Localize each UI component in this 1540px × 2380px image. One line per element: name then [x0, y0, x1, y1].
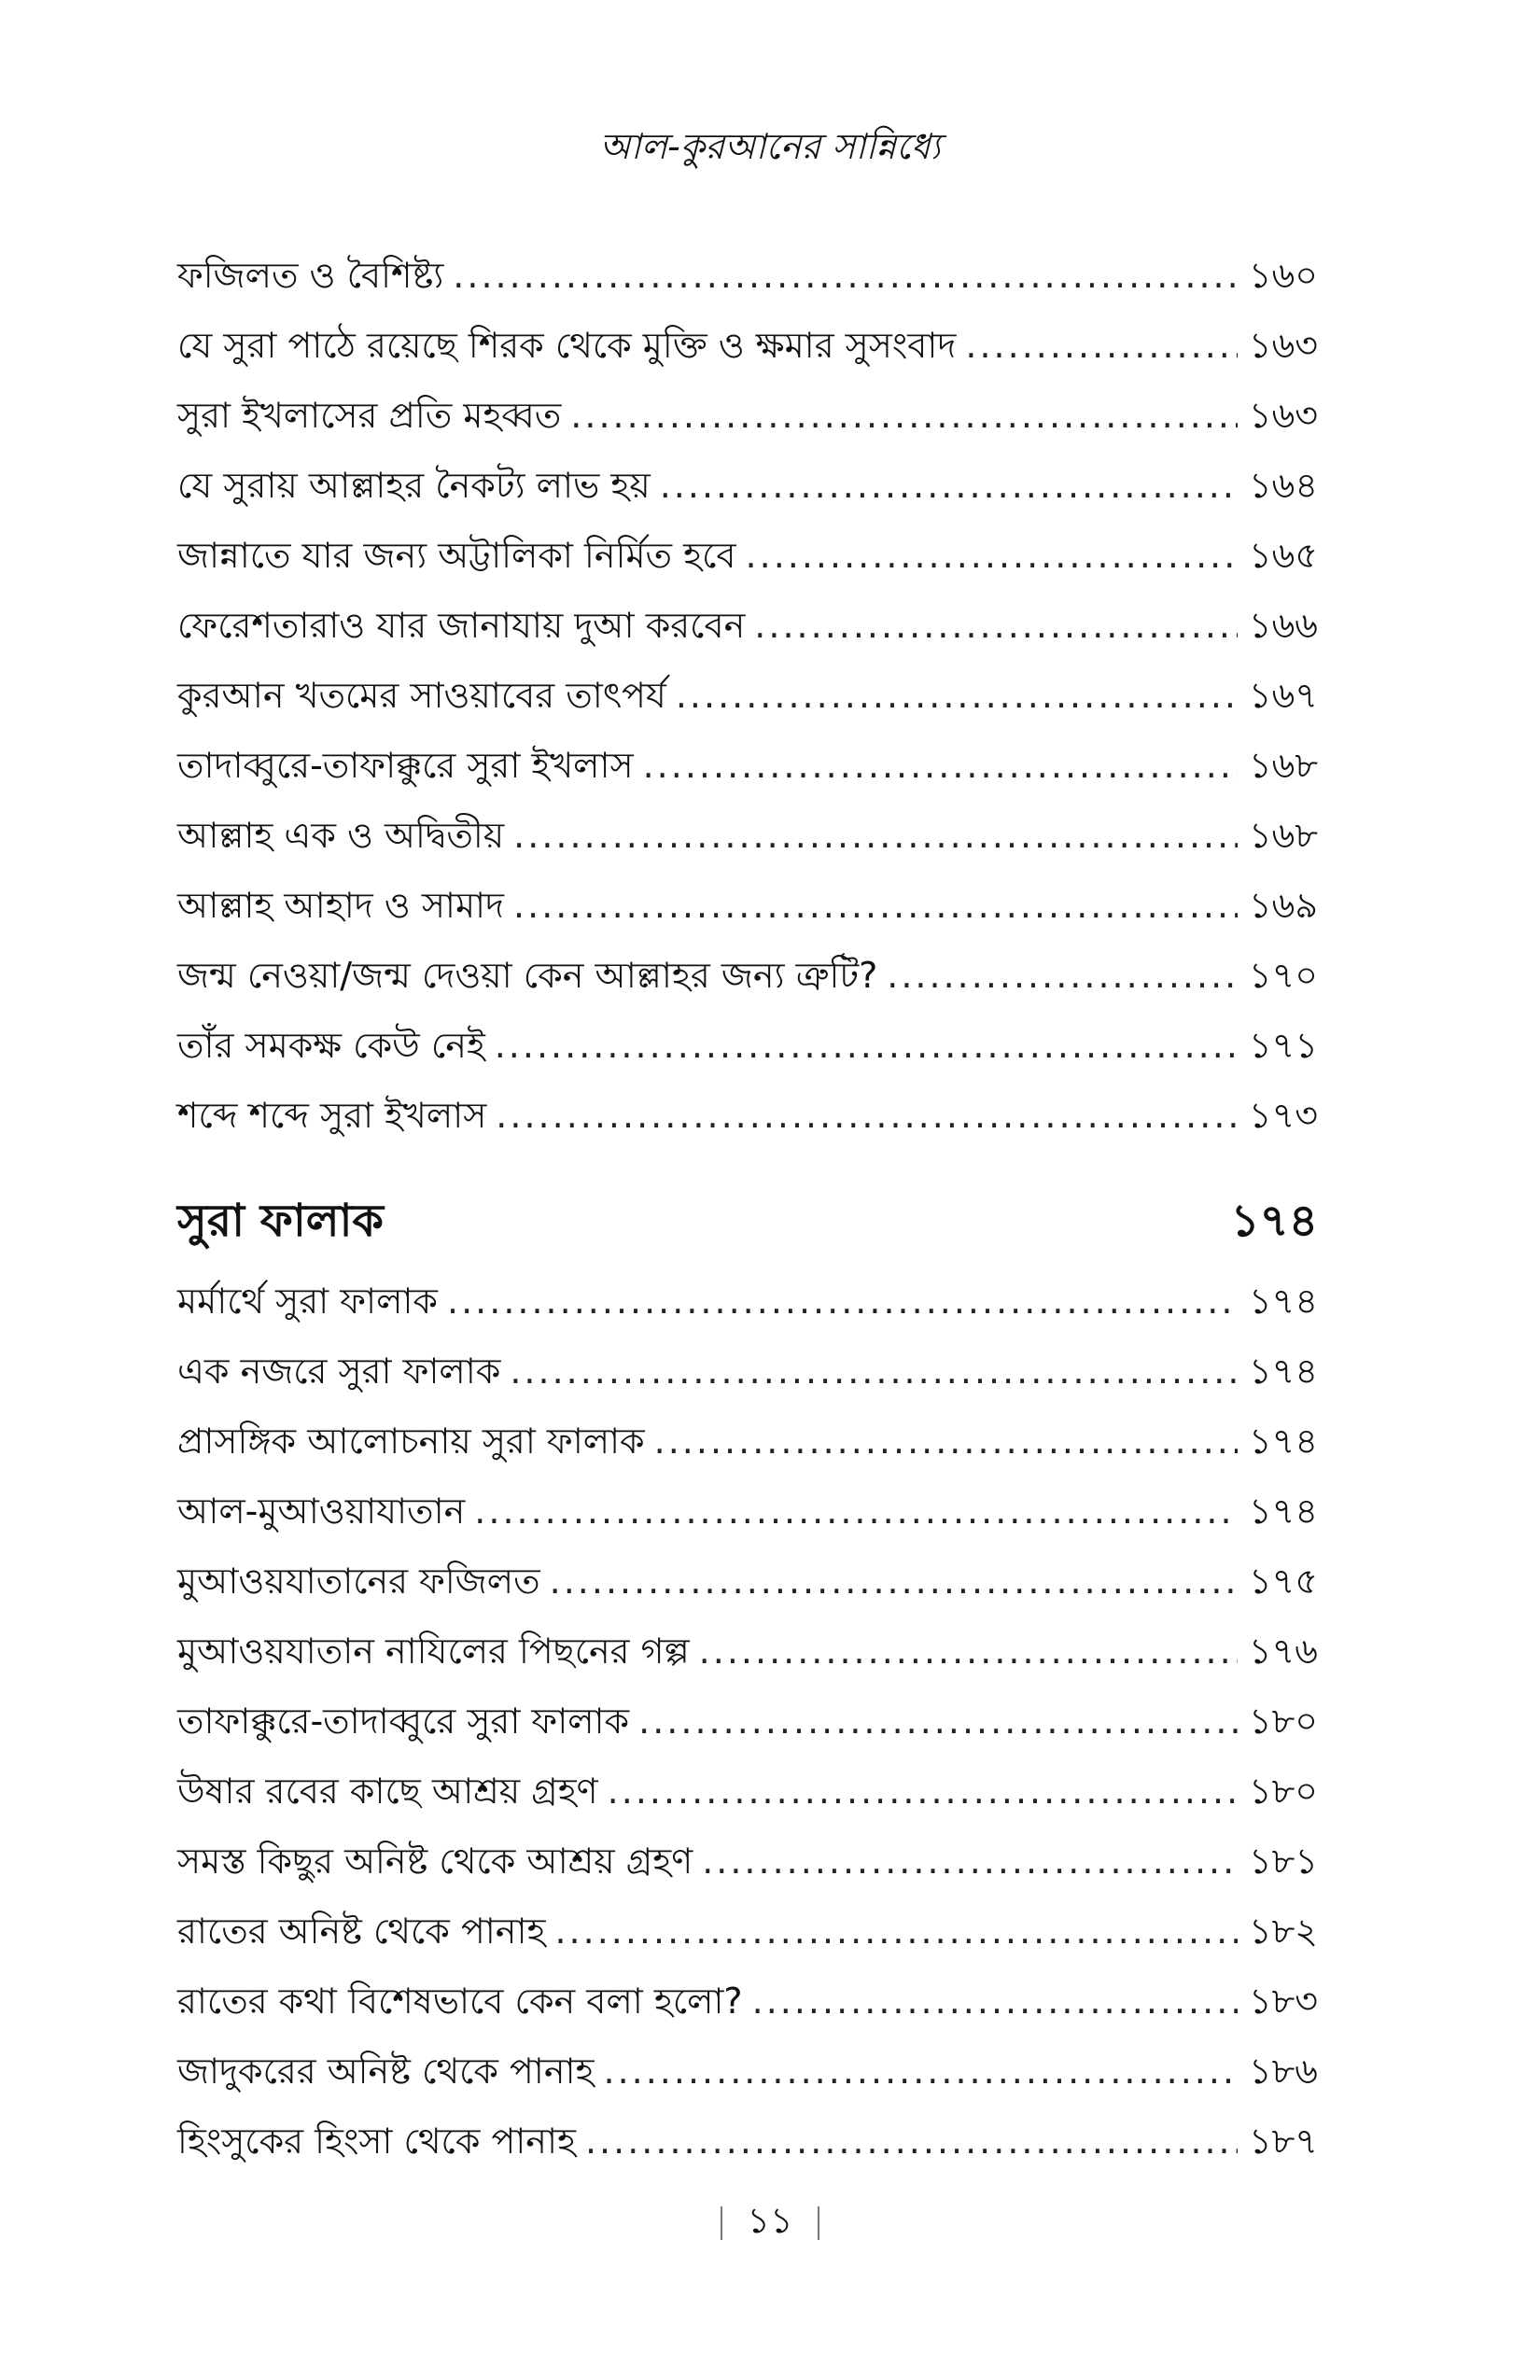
toc-entry-title: রাতের কথা বিশেষভাবে কেন বলা হলো?	[177, 1981, 743, 2022]
toc-entry[interactable]	[177, 451, 1318, 521]
dot-leader	[676, 661, 1238, 731]
dot-leader	[754, 591, 1238, 661]
toc-entry-title: মুআওয়যাতান নাযিলের পিছনের গল্প	[177, 1631, 690, 1672]
toc-entry[interactable]	[177, 1827, 1318, 1897]
toc-entry-title: এক নজরে সুরা ফালাক	[177, 1351, 501, 1392]
toc-entry[interactable]	[177, 1617, 1318, 1687]
toc-entry-page: ১৬৯	[1248, 885, 1318, 926]
folio-bar-right	[818, 2206, 819, 2240]
toc-entry-page: ১৮০	[1248, 1771, 1318, 1812]
toc-entry[interactable]	[177, 2037, 1318, 2107]
toc-entry-page: ১৭১	[1248, 1025, 1318, 1066]
toc-entry[interactable]	[177, 241, 1318, 311]
toc-entry-page: ১৮৬	[1248, 2051, 1318, 2092]
toc-group-before	[177, 241, 1318, 1151]
toc-group-after	[177, 1267, 1318, 2177]
toc-entry[interactable]	[177, 591, 1318, 661]
dot-leader	[746, 521, 1238, 591]
dot-leader	[887, 941, 1238, 1011]
toc-entry[interactable]	[177, 1477, 1318, 1547]
toc-entry-title: রাতের অনিষ্ট থেকে পানাহ	[177, 1911, 546, 1952]
toc-entry-title: শব্দে শব্দে সুরা ইখলাস	[177, 1095, 487, 1136]
toc-entry[interactable]	[177, 1967, 1318, 2037]
toc-entry-title: তাফাক্কুরে-তাদাব্বুরে সুরা ফালাক	[177, 1701, 630, 1742]
toc-entry-title: আল-মুআওয়াযাতান	[177, 1491, 466, 1532]
toc-entry-title: সুরা ইখলাসের প্রতি মহব্বত	[177, 395, 562, 436]
dot-leader	[554, 1897, 1238, 1967]
toc-entry-page: ১৭৩	[1248, 1095, 1318, 1136]
toc-entry-page: ১৬৮	[1248, 745, 1318, 786]
toc-entry-title: তাঁর সমকক্ষ কেউ নেই	[177, 1025, 485, 1066]
toc-entry-page: ১৭৬	[1248, 1631, 1318, 1672]
toc-entry-title: জান্নাতে যার জন্য অট্টালিকা নির্মিত হবে	[177, 535, 736, 576]
toc-entry[interactable]	[177, 1337, 1318, 1407]
page-number	[0, 2193, 1540, 2253]
dot-leader	[513, 801, 1238, 871]
toc-entry-title: আল্লাহ আহাদ ও সামাদ	[177, 885, 505, 926]
toc-entry[interactable]	[177, 1081, 1318, 1151]
toc-entry[interactable]	[177, 1547, 1318, 1617]
dot-leader	[453, 241, 1238, 311]
toc-entry-title: ফেরেশতারাও যার জানাযায় দুআ করবেন	[177, 605, 746, 646]
toc-entry-title: তাদাব্বুরে-তাফাক্কুরে সুরা ইখলাস	[177, 745, 634, 786]
dot-leader	[447, 1267, 1238, 1337]
toc-entry[interactable]	[177, 661, 1318, 731]
dot-leader	[965, 311, 1238, 381]
toc-entry-page: ১৮১	[1249, 1841, 1318, 1882]
toc-entry-page: ১৮৩	[1248, 1981, 1318, 2022]
toc-entry-page: ১৬৮	[1248, 815, 1318, 856]
toc-entry-title: সমস্ত কিছুর অনিষ্ট থেকে আশ্রয় গ্রহণ	[177, 1841, 693, 1882]
toc-entry-title: প্রাসঙ্গিক আলোচনায় সুরা ফালাক	[177, 1421, 645, 1462]
toc-entry-page: ১৭৫	[1248, 1561, 1318, 1602]
dot-leader	[603, 2037, 1237, 2107]
toc-entry-page: ১৬৬	[1248, 605, 1318, 646]
toc-entry-page: ১৬০	[1248, 255, 1318, 296]
dot-leader	[550, 1547, 1238, 1617]
section-title: সুরা ফালাক	[177, 1195, 385, 1247]
toc-entry-page: ১৬৭	[1248, 675, 1318, 716]
toc-entry-page: ১৬৩	[1248, 395, 1318, 436]
dot-leader	[699, 1617, 1238, 1687]
toc-entry-title: জন্ম নেওয়া/জন্ম দেওয়া কেন আল্লাহর জন্য ত্রুটি?	[177, 955, 878, 996]
toc-entry[interactable]	[177, 1687, 1318, 1757]
table-of-contents	[177, 241, 1318, 2177]
toc-entry-title: মুআওয়যাতানের ফজিলত	[177, 1561, 540, 1602]
toc-entry[interactable]	[177, 801, 1318, 871]
page-number-text: ১১	[747, 2200, 793, 2241]
toc-entry[interactable]	[177, 521, 1318, 591]
toc-entry-title: যে সুরা পাঠে রয়েছে শিরক থেকে মুক্তি ও ক্ষমার সুসংবাদ	[177, 325, 957, 366]
dot-leader	[752, 1967, 1238, 2037]
dot-leader	[654, 1407, 1238, 1477]
toc-entry[interactable]	[177, 1897, 1318, 1967]
toc-entry[interactable]	[177, 1011, 1318, 1081]
dot-leader	[495, 1011, 1238, 1081]
toc-entry-page: ১৬৪	[1248, 465, 1318, 506]
dot-leader	[643, 731, 1238, 801]
dot-leader	[474, 1477, 1238, 1547]
section-heading[interactable]	[177, 1179, 1318, 1263]
toc-entry-title: যে সুরায় আল্লাহর নৈকট্য লাভ হয়	[177, 465, 651, 506]
dot-leader	[660, 451, 1238, 521]
toc-entry-page: ১৭৪	[1248, 1491, 1318, 1532]
toc-entry[interactable]	[177, 381, 1318, 451]
toc-entry[interactable]	[177, 1267, 1318, 1337]
toc-entry-title: আল্লাহ এক ও অদ্বিতীয়	[177, 815, 505, 856]
toc-entry-title: হিংসুকের হিংসা থেকে পানাহ	[177, 2121, 576, 2162]
toc-entry[interactable]	[177, 1757, 1318, 1827]
dot-leader	[510, 1337, 1238, 1407]
folio-bar-left	[721, 2206, 722, 2240]
dot-leader	[702, 1827, 1238, 1897]
toc-entry[interactable]	[177, 731, 1318, 801]
dot-leader	[513, 871, 1238, 941]
running-head: আল-কুরআনের সান্নিধ্যে	[599, 126, 941, 167]
toc-entry[interactable]	[177, 2107, 1318, 2177]
section-page: ১৭৪	[1230, 1195, 1318, 1247]
toc-entry-page: ১৮০	[1248, 1701, 1318, 1742]
toc-entry-page: ১৬৩	[1248, 325, 1318, 366]
toc-entry-page: ১৭৪	[1248, 1281, 1318, 1322]
toc-entry-page: ১৭৪	[1248, 1421, 1318, 1462]
dot-leader	[496, 1081, 1238, 1151]
toc-entry-page: ১৭০	[1248, 955, 1318, 996]
toc-entry-title: ফজিলত ও বৈশিষ্ট্য	[177, 255, 444, 296]
toc-entry-title: জাদুকরের অনিষ্ট থেকে পানাহ	[177, 2051, 595, 2092]
toc-entry-title: মর্মার্থে সুরা ফালাক	[177, 1281, 438, 1322]
toc-entry-page: ১৭৪	[1248, 1351, 1318, 1392]
toc-entry-title: কুরআন খতমের সাওয়াবের তাৎপর্য	[177, 675, 666, 716]
dot-leader	[585, 2107, 1238, 2177]
toc-entry[interactable]	[177, 941, 1318, 1011]
toc-entry[interactable]	[177, 871, 1318, 941]
toc-entry[interactable]	[177, 311, 1318, 381]
dot-leader	[608, 1757, 1238, 1827]
toc-entry-page: ১৬৫	[1248, 535, 1318, 576]
dot-leader	[638, 1687, 1238, 1757]
dot-leader	[570, 381, 1238, 451]
toc-entry-page: ১৮৭	[1248, 2121, 1318, 2162]
toc-entry-title: উষার রবের কাছে আশ্রয় গ্রহণ	[177, 1771, 598, 1812]
toc-entry-page: ১৮২	[1248, 1911, 1318, 1952]
toc-entry[interactable]	[177, 1407, 1318, 1477]
